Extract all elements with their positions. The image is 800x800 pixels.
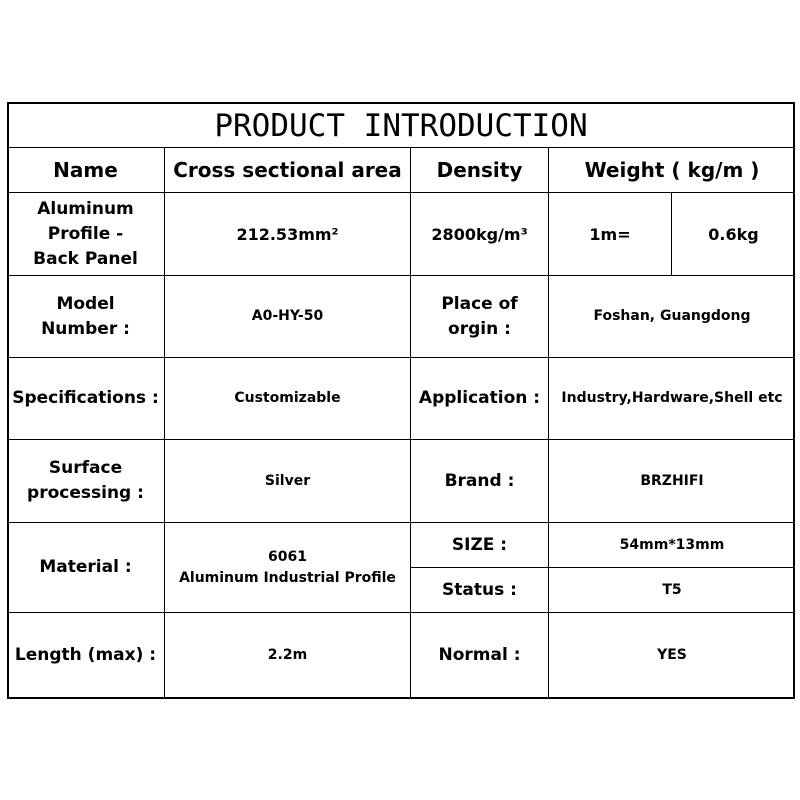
header-density: Density <box>436 158 523 182</box>
size-value: 54mm*13mm <box>619 536 725 553</box>
model-number-value: A0-HY-50 <box>251 308 324 324</box>
surface-processing-label: Surface processing : <box>27 458 144 503</box>
normal-label: Normal : <box>438 645 521 665</box>
density-value: 2800kg/m³ <box>431 224 528 244</box>
header-name: Name <box>53 158 118 182</box>
place-of-origin-value: Foshan, Guangdong <box>593 308 751 324</box>
application-value: Industry,Hardware,Shell etc <box>561 390 783 406</box>
size-label: SIZE : <box>451 534 508 555</box>
table-title: PRODUCT INTRODUCTION <box>214 108 588 144</box>
weight-label: 1m= <box>589 224 631 244</box>
material-value: 6061 Aluminum Industrial Profile <box>179 548 396 586</box>
application-label: Application : <box>418 388 541 408</box>
place-of-origin-label: Place of orgin : <box>441 293 518 339</box>
cross-section-value: 212.53mm² <box>236 224 339 244</box>
product-name: Aluminum Profile - Back Panel <box>33 198 138 269</box>
brand-label: Brand : <box>444 470 515 491</box>
status-label: Status : <box>442 579 517 600</box>
status-value: T5 <box>662 581 682 598</box>
specifications-value: Customizable <box>234 390 341 406</box>
material-label: Material : <box>39 557 132 577</box>
weight-value: 0.6kg <box>708 224 759 244</box>
length-max-label: Length (max) : <box>14 645 157 665</box>
header-cross-section: Cross sectional area <box>173 158 402 182</box>
header-weight: Weight ( kg/m ) <box>584 158 760 182</box>
surface-processing-value: Silver <box>264 472 311 489</box>
specifications-label: Specifications : <box>12 388 159 408</box>
length-max-value: 2.2m <box>267 647 308 663</box>
model-number-label: Model Number : <box>41 293 130 339</box>
brand-value: BRZHIFI <box>640 472 704 489</box>
normal-value: YES <box>657 647 687 663</box>
